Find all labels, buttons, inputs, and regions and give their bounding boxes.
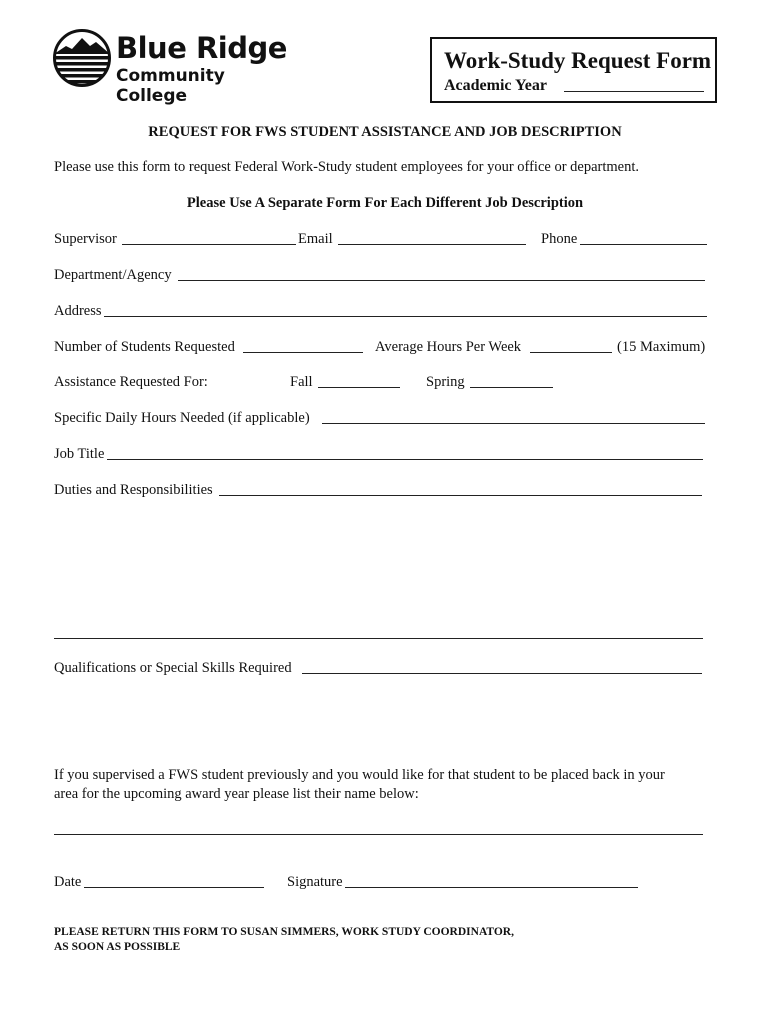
duties-continuation-line[interactable] (54, 638, 703, 639)
spring-label: Spring (426, 374, 465, 390)
supervisor-field[interactable] (122, 244, 296, 245)
previous-student-note-line2: area for the upcoming award year please list their name below: (54, 786, 419, 802)
department-label: Department/Agency (54, 267, 172, 283)
daily-hours-field[interactable] (322, 423, 705, 424)
avg-hours-label: Average Hours Per Week (375, 339, 522, 355)
qualifications-label: Qualifications or Special Skills Required (54, 660, 292, 676)
job-title-label: Job Title (54, 446, 105, 462)
department-field[interactable] (178, 280, 705, 281)
num-students-label: Number of Students Requested (54, 339, 235, 355)
address-label: Address (54, 303, 102, 319)
duties-field[interactable] (219, 495, 702, 496)
email-label: Email (298, 231, 333, 247)
academic-year-label: Academic Year (444, 77, 547, 94)
signature-label: Signature (287, 874, 343, 890)
form-title: Work-Study Request Form (444, 48, 712, 73)
job-title-field[interactable] (107, 459, 703, 460)
logo-name-line2: Community College (116, 66, 225, 106)
college-logo (52, 28, 287, 106)
footer-line2: AS SOON AS POSSIBLE (54, 941, 181, 953)
form-subheading: Please Use A Separate Form For Each Different Job Description (186, 195, 584, 211)
phone-field[interactable] (580, 244, 707, 245)
date-label: Date (54, 874, 82, 890)
num-students-field[interactable] (243, 352, 363, 353)
logo-name-line1: Blue Ridge (116, 31, 287, 65)
duties-label: Duties and Responsibilities (54, 482, 213, 498)
form-title-box (430, 37, 717, 103)
email-field[interactable] (338, 244, 526, 245)
assistance-label: Assistance Requested For: (54, 374, 208, 390)
signature-field[interactable] (345, 887, 638, 888)
previous-student-note-line1: If you supervised a FWS student previously and you would like for that student to be placed back in your (54, 767, 665, 783)
spring-field[interactable] (470, 387, 553, 388)
previous-student-name-field[interactable] (54, 834, 703, 835)
qualifications-field[interactable] (302, 673, 702, 674)
daily-hours-label: Specific Daily Hours Needed (if applicable) (54, 410, 310, 426)
avg-hours-field[interactable] (530, 352, 612, 353)
phone-label: Phone (541, 231, 578, 247)
form-heading: REQUEST FOR FWS STUDENT ASSISTANCE AND JOB DESCRIPTION (148, 124, 622, 140)
intro-text: Please use this form to request Federal Work-Study student employees for your office or department. (54, 159, 639, 175)
fall-field[interactable] (318, 387, 400, 388)
max-hours-note: (15 Maximum) (617, 339, 706, 355)
mountain-logo-icon (52, 28, 112, 88)
academic-year-field[interactable] (564, 91, 704, 92)
date-field[interactable] (84, 887, 264, 888)
fall-label: Fall (290, 374, 313, 390)
address-field[interactable] (104, 316, 707, 317)
supervisor-label: Supervisor (54, 231, 117, 247)
footer-line1: PLEASE RETURN THIS FORM TO SUSAN SIMMERS, WORK STUDY COORDINATOR, (54, 926, 514, 938)
